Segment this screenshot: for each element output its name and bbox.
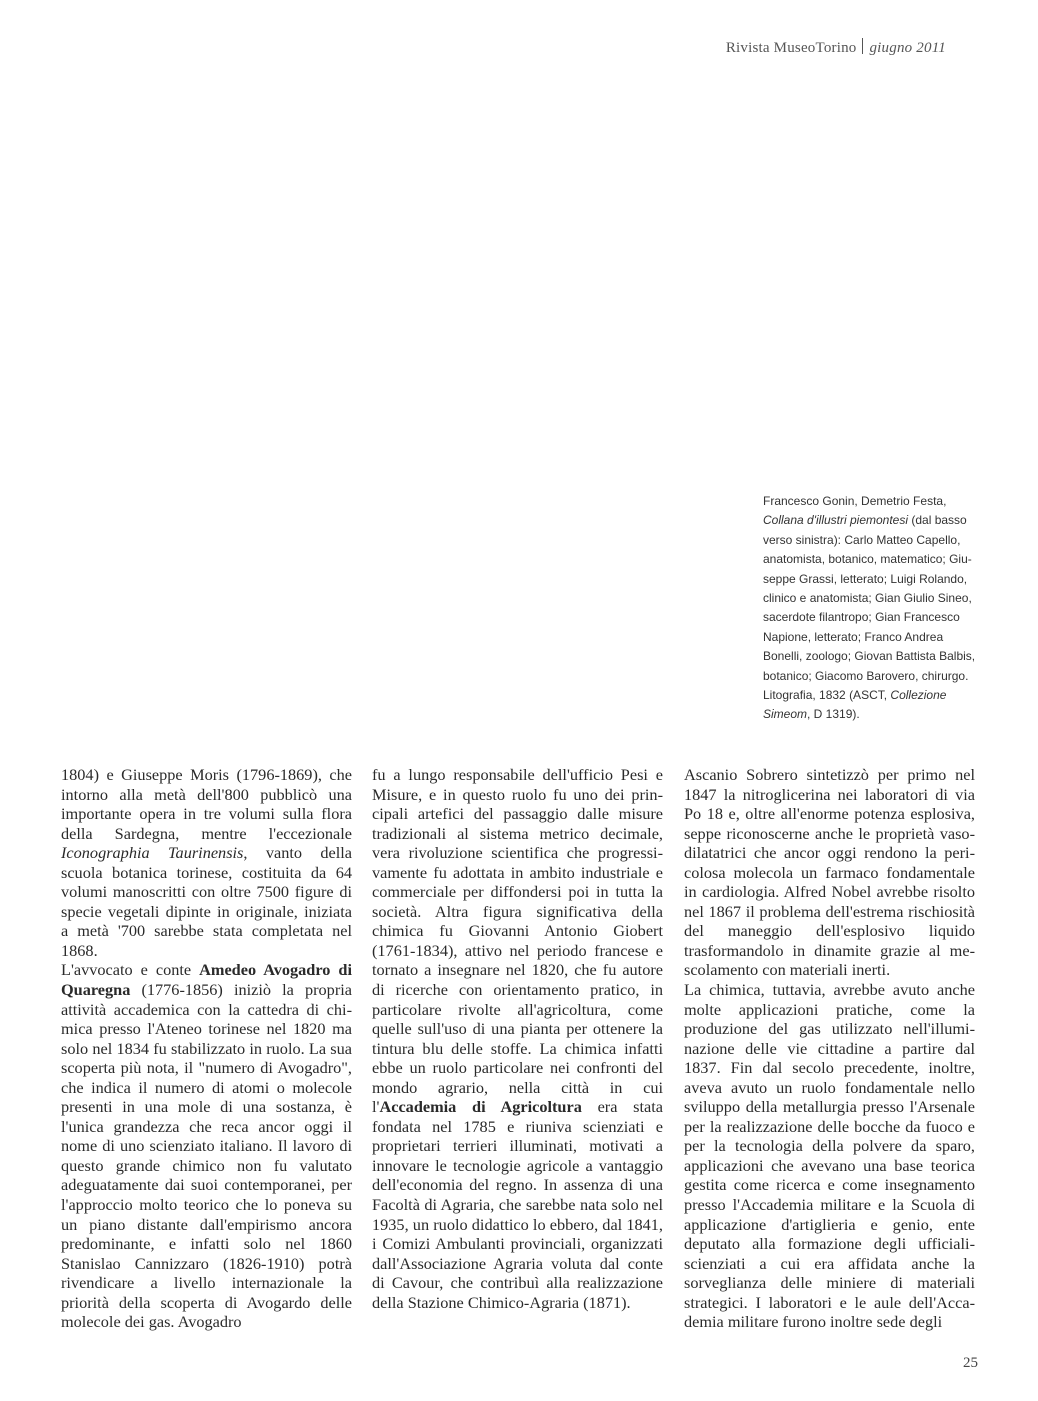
caption-collection: Collezione Simeom — [763, 688, 947, 722]
paragraph — [61, 960, 352, 1331]
text-column-2 — [372, 765, 663, 1312]
text-column-3 — [684, 765, 975, 1332]
paragraph: La chimica, tuttavia, avrebbe avuto anche molte applicazioni pratiche, come la produzione del gas utilizzato nell'illuminazione delle vie cittadine a partire dal 1837. Fin dal secolo precedente, inoltre, aveva avuto un ruolo fondamentale nello sviluppo della metallurgia presso l'Arsenale per la realizzazione delle bocche da fuoco e per la tecnologia della polvere da sparo, applicazioni che avevano una base teorica gestita come ricerca e come insegnamento presso l'Accademia militare e la Scuola di applicazione d'artiglieria e genio, ente deputato alla formazione degli ufficiali-scienziati a cui era affidata anche la sorveglianza delle miniere di materiali strategici. I laboratori e le aule dell'Accademia militare furono inoltre sede degli — [684, 980, 975, 1332]
caption-series-title: Collana d'illustri piemontesi — [763, 513, 909, 528]
image-caption — [763, 492, 983, 725]
text-run: fu a lungo responsabile dell'ufficio Pesi e Misure, e in questo ruolo fu uno dei principali artefici del passaggio dalle misure tradizionali al sistema metrico decimale, vera rivoluzione scientifica che progressivamente fu adottata in ambito industriale e commerciale per diffondersi poi in tutta la società. Altra figura significativa della chimica fu Giovanni Antonio Giobert (1761-1834), attivo nel periodo francese e tornato a insegnare nel 1820, che fu autore di ricerche con orientamento pratico, in particolare rivolte all'agricoltura, come quelle sull'uso di una pianta per ottenere la tintura blu delle stoffe. La chimica infatti ebbe un ruolo particolare nei confronti del mondo agrario, nella città in cui l' — [372, 765, 663, 1117]
running-header — [726, 38, 946, 57]
paragraph: Ascanio Sobrero sintetizzò per primo nel 1847 la nitroglicerina nei laboratori di via Po 18 e, oltre all'enorme potenza esplosiva, seppe riconoscerne anche le proprietà vasodilatatrici che ancor oggi rendono la pericolosa molecola un farmaco fondamentale in cardiologia. Alfred Nobel avrebbe risolto nel 1867 il problema dell'estrema rischiosità del maneggio dell'esplosivo liquido trasformandolo in dinamite grazie al mescolamento con materiali inerti. — [684, 765, 975, 980]
institution-name: Accademia di Agricoltura — [379, 1097, 582, 1117]
text-run: , vanto della scuola botanica torinese, costituita da 64 volumi manoscritti con oltre 7500 figure di specie vegetali dipinte in originale, iniziata a metà '700 sarebbe stata completata nel 1868. — [61, 843, 353, 960]
paragraph — [61, 765, 352, 960]
text-column-1 — [61, 765, 352, 1332]
person-name: Amedeo Avogadro di Quaregna — [61, 960, 353, 1000]
text-run: (1776-1856) iniziò la propria attività accademica con la cattedra di chimica presso l'Ateneo torinese nel 1820 ma solo nel 1834 fu stabilizzato in ruolo. La sua scoperta più nota, il "numero di Avogadro", che indica il numero di atomi o molecole presenti in una mole di una sostanza, è l'unica grandezza che reca ancor oggi il nome di uno scienziato italiano. Il lavoro di questo grande chimico non fu valutato adeguatamente dai suoi contemporanei, per l'approccio molto teorico che lo poneva su un piano distante dall'empirismo ancora predominante, e infatti solo nel 1860 Stanislao Cannizzaro (1826-1910) potrà rivendicare a livello internazionale la priorità della scoperta di Avogardo delle molecole dei gas. Avogadro — [61, 980, 352, 1332]
caption-author: Francesco Gonin, Demetrio Festa, — [763, 494, 947, 508]
issue-date: giugno 2011 — [869, 40, 946, 56]
caption-description: (dal basso verso sinistra): Carlo Matteo Capello, anatomista, botanico, matematico; Giuseppe Grassi, letterato; Luigi Rolando, clinico e anatomista; Gian Giulio Sineo, sacerdote filantropo; Gian Francesco Napione, letterato; Franco Andrea Bonelli, zoologo; Giovan Battista Balbis, botanico; Giacomo Barovero, chirurgo. Litografia, 1832 (ASCT, — [763, 513, 976, 703]
page-number: 25 — [963, 1355, 978, 1371]
text-run: 1804) e Giuseppe Moris (1796-1869), che intorno alla metà dell'800 pubblicò una importante opera in tre volumi sulla flora della Sardegna, mentre l'eccezionale — [61, 765, 352, 843]
caption-text — [763, 492, 983, 725]
header-divider — [862, 38, 863, 54]
paragraph — [372, 765, 663, 1312]
caption-reference: , D 1319). — [807, 707, 860, 722]
work-title: Iconographia Taurinensis — [61, 843, 244, 863]
text-run: era stata fondata nel 1785 e riuniva scienziati e proprietari terrieri illuminati, motivati a innovare le tecnologie agricole a vantaggio dell'economia del regno. In assenza di una Facoltà di Agraria, che sarebbe nata solo nel 1935, un ruolo didattico lo ebbero, dal 1841, i Comizi Ambulanti provinciali, organizzati dall'Associazione Agraria voluta dal conte di Cavour, che contribuì alla realizzazione della Stazione Chimico-Agraria (1871). — [372, 1097, 663, 1312]
publication-name: Rivista MuseoTorino — [725, 40, 857, 56]
text-run: L'avvocato e conte — [61, 960, 200, 980]
